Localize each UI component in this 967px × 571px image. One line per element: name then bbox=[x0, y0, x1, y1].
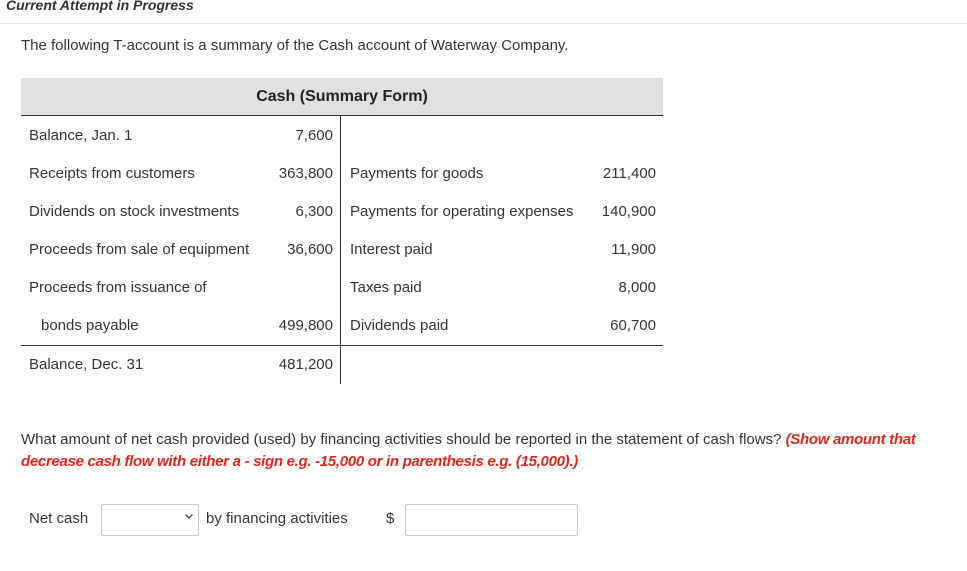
question-hint: (Show amount that decrease cash flow with either a - sign e.g. -15,000 or in parenthesis e.g. (15,000).) bbox=[21, 431, 916, 470]
debit-amount: 6,300 bbox=[295, 203, 333, 220]
ending-balance-amount: 481,200 bbox=[278, 356, 333, 373]
t-account-total-line bbox=[21, 345, 663, 346]
net-cash-amount-input[interactable] bbox=[405, 504, 578, 536]
t-account-divider bbox=[340, 116, 341, 384]
currency-symbol: $ bbox=[386, 510, 395, 527]
attempt-title: Current Attempt in Progress bbox=[6, 0, 194, 13]
credit-label: Interest paid bbox=[350, 241, 433, 258]
cash-t-account bbox=[21, 78, 663, 384]
credit-amount: 140,900 bbox=[601, 203, 656, 220]
t-account-title: Cash (Summary Form) bbox=[256, 88, 428, 105]
credit-label: Dividends paid bbox=[350, 317, 449, 334]
debit-label: Proceeds from sale of equipment bbox=[29, 241, 250, 258]
debit-label: Dividends on stock investments bbox=[29, 203, 240, 220]
attempt-header bbox=[0, 0, 967, 24]
credit-label: Payments for operating expenses bbox=[350, 203, 574, 220]
cash-direction-select[interactable] bbox=[101, 504, 199, 536]
financing-activities-label: by financing activities bbox=[206, 510, 348, 527]
debit-label: bonds payable bbox=[41, 317, 139, 334]
credit-amount: 60,700 bbox=[610, 317, 656, 334]
credit-label: Taxes paid bbox=[350, 279, 422, 296]
credit-amount: 8,000 bbox=[618, 279, 656, 296]
debit-label: Receipts from customers bbox=[29, 165, 195, 182]
debit-amount: 499,800 bbox=[278, 317, 333, 334]
debit-amount: 36,600 bbox=[287, 241, 333, 258]
chevron-down-icon bbox=[184, 511, 194, 524]
ending-balance-label: Balance, Dec. 31 bbox=[29, 356, 144, 373]
credit-amount: 11,900 bbox=[611, 241, 656, 258]
question-text bbox=[21, 429, 951, 473]
problem-intro: The following T-account is a summary of the Cash account of Waterway Company. bbox=[21, 37, 569, 54]
debit-label: Proceeds from issuance of bbox=[29, 279, 207, 296]
net-cash-label: Net cash bbox=[29, 510, 89, 527]
debit-amount: 363,800 bbox=[278, 165, 333, 182]
question-prompt: What amount of net cash provided (used) by financing activities should be reported in the statement of cash flows? bbox=[21, 431, 786, 448]
debit-label: Balance, Jan. 1 bbox=[29, 127, 133, 144]
credit-amount: 211,400 bbox=[602, 165, 656, 182]
credit-label: Payments for goods bbox=[350, 165, 484, 182]
debit-amount: 7,600 bbox=[295, 127, 333, 144]
